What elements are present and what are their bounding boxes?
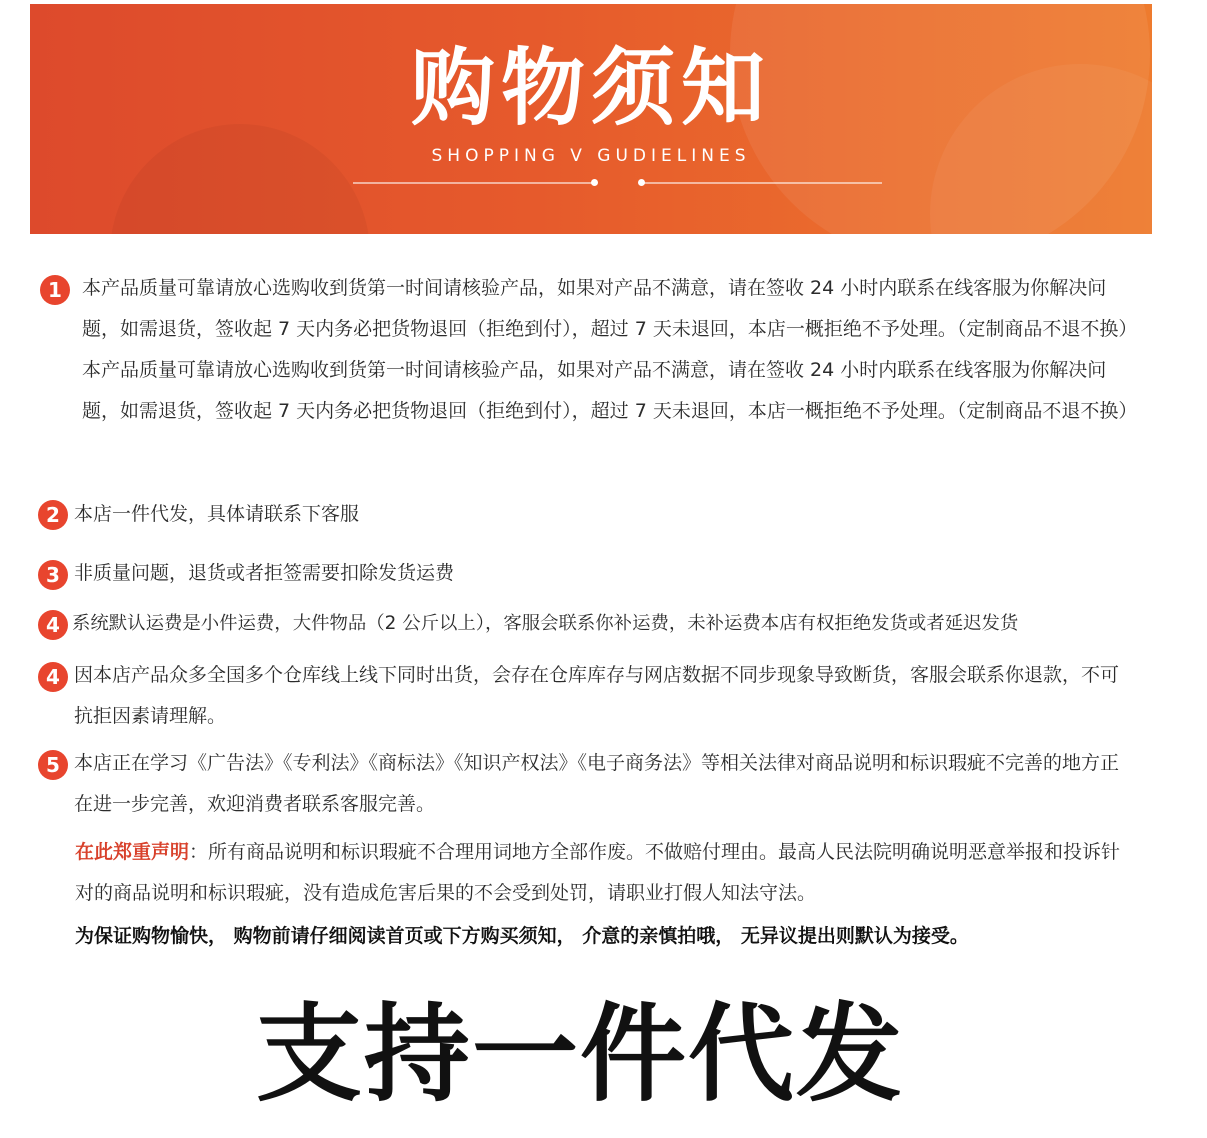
header-banner [30,4,1152,234]
guideline-item-2: 本店一件代发，具体请联系下客服 [74,503,360,525]
item-number-badge: 5 [38,750,68,780]
item-number-badge: 3 [38,560,68,590]
guideline-item-5: 本店正在学习《广告法》《专利法》《商标法》《知识产权法》《电子商务法》等相关法律对商品说明和标识瑕疵不完善的地方正在进一步完善，欢迎消费者联系客服完善。 [74,752,1120,815]
guideline-item-4: 系统默认运费是小件运费，大件物品（2 公斤以上），客服会联系你补运费，未补运费本店有权拒绝发货或者延迟发货 [72,613,1019,634]
banner-decoration [110,124,370,234]
notice-text: ：所有商品说明和标识瑕疵不合理用词地方全部作废。不做赔付理由。最高人民法院明确说明恶意举报和投诉针对的商品说明和标识瑕疵，没有造成危害后果的不会受到处罚，请职业打假人知法守法。 [75,841,1121,904]
banner-divider-left [353,182,595,184]
item-number-badge: 4 [38,662,68,692]
guideline-item-3: 非质量问题，退货或者拒签需要扣除发货运费 [74,562,455,584]
purchase-reminder: 为保证购物愉快， 购物前请仔细阅读首页或下方购买须知， 介意的亲慎拍哦， 无异议提出则默认为接受。 [75,925,969,947]
banner-subtitle: SHOPPING V GUDIELINES [431,146,751,166]
guideline-item-1: 本产品质量可靠请放心选购收到货第一时间请核验产品，如果对产品不满意，请在签收 24 小时内联系在线客服为你解决问题，如需退货，签收起 7 天内务必把货物退回（拒绝到付），超过 7 天未退回，本店一概拒绝不予处理。（定制商品不退不换）本产品质量可靠请放心选购收到货第一时间请核验产品，如果对产品不满意，请在签收 24 小时内联系在线客服为你解决问题，如需退货，签收起 7 天内务必把货物退回（拒绝到付），超过 7 天未退回，本店一概拒绝不予处理。（定制商品不退不换） [82,277,1138,422]
banner-title: 购物须知 [410,39,771,137]
banner-divider-dot [591,179,598,186]
guideline-item-4b: 因本店产品众多全国多个仓库线上线下同时出货，会存在仓库库存与网店数据不同步现象导致断货，客服会联系你退款，不可抗拒因素请理解。 [74,664,1120,727]
item-number-badge: 2 [38,500,68,530]
notice-label: 在此郑重声明 [75,841,190,863]
dropship-banner-text: 支持一件代发 [256,993,904,1116]
item-number-badge: 4 [38,610,68,640]
banner-divider-dot [638,179,645,186]
legal-notice [75,832,1135,914]
item-number-badge: 1 [40,275,70,305]
banner-divider-right [640,182,882,184]
